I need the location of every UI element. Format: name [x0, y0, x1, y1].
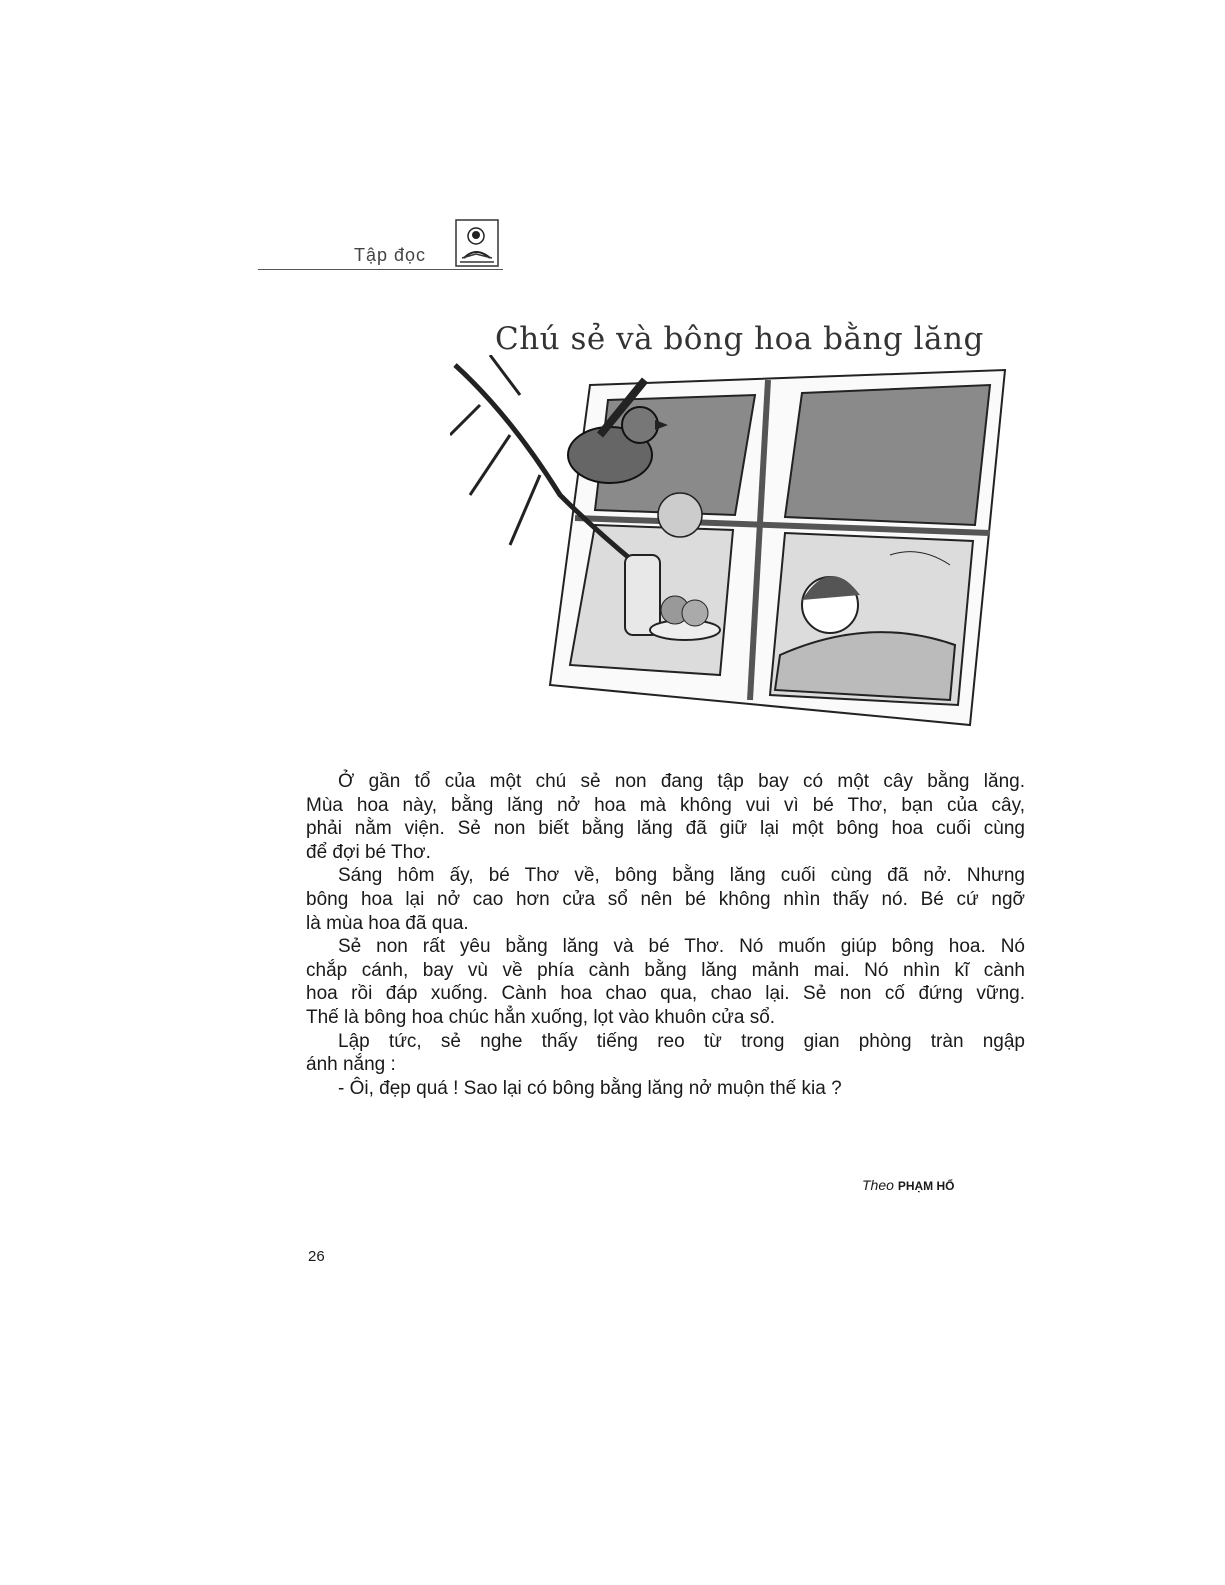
text-line: ánh nắng : — [306, 1054, 396, 1076]
text-line: Sẻ non rất yêu bằng lăng và bé Thơ. Nó muốn giúp bông hoa. Nó — [338, 936, 1025, 958]
text-line: để đợi bé Thơ. — [306, 841, 431, 863]
story-text — [306, 770, 1025, 1100]
author-credit — [862, 1177, 954, 1193]
bird-window-girl-illustration — [450, 355, 1010, 755]
paragraph — [306, 935, 1025, 1029]
text-line: phải nằm viện. Sẻ non biết bằng lăng đã giữ lại một bông hoa cuối cùng — [306, 818, 1025, 840]
text-line: Sáng hôm ấy, bé Thơ về, bông bằng lăng cuối cùng đã nở. Nhưng — [338, 865, 1025, 887]
section-rule — [258, 269, 503, 270]
section-header — [258, 215, 508, 271]
text-line: hoa rồi đáp xuống. Cành hoa chao qua, chao lại. Sẻ non cố đứng vững. — [306, 983, 1025, 1005]
author-prefix: Theo — [862, 1177, 894, 1193]
text-line: là mùa hoa đã qua. — [306, 912, 469, 934]
author-name: PHẠM HỔ — [897, 1179, 955, 1193]
paragraph — [306, 770, 1025, 864]
text-line: - Ôi, đẹp quá ! Sao lại có bông bằng lăng nở muộn thế kia ? — [338, 1077, 842, 1099]
text-line: Lập tức, sẻ nghe thấy tiếng reo từ trong gian phòng tràn ngập — [338, 1030, 1025, 1052]
text-line: Ở gần tổ của một chú sẻ non đang tập bay có một cây bằng lăng. — [338, 771, 1025, 792]
reading-child-icon — [454, 218, 500, 268]
text-line: bông hoa lại nở cao hơn cửa sổ nên bé không nhìn thấy nó. Bé cứ ngỡ — [306, 888, 1025, 910]
lesson-title: Chú sẻ và bông hoa bằng lăng — [495, 320, 984, 357]
section-label: Tập đọc — [354, 245, 427, 265]
paragraph — [306, 1030, 1025, 1077]
paragraph — [306, 864, 1025, 935]
page-number: 26 — [308, 1248, 325, 1265]
text-line: chắp cánh, bay vù về phía cành bằng lăng mảnh mai. Nó nhìn kĩ cành — [306, 959, 1025, 981]
paragraph — [306, 1077, 1025, 1101]
text-line: Mùa hoa này, bằng lăng nở hoa mà không vui vì bé Thơ, bạn của cây, — [306, 794, 1025, 816]
text-line: Thế là bông hoa chúc hẳn xuống, lọt vào khuôn cửa sổ. — [306, 1006, 776, 1028]
